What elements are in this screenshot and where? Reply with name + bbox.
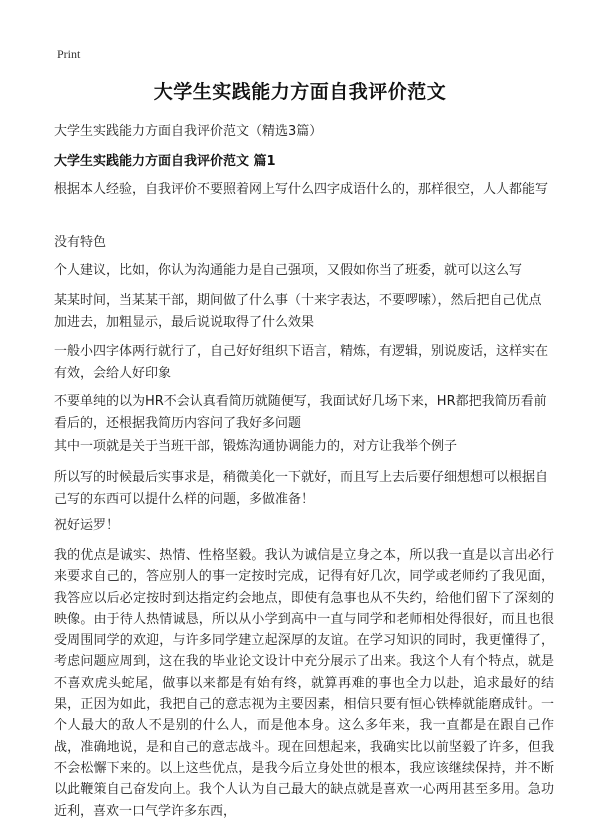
paragraph-6: 不要单纯的以为HR不会认真看简历就随便写，我面试好几场下来，HR都把我简历看前看后的，还根据我简历内容问了我好多问题 [54,394,547,431]
paragraph-3: 个人建议，比如，你认为沟通能力是自己强项，又假如你当了班委，就可以这么写 [54,263,523,278]
paragraph-8: 所以写的时候最后实事求是，稍微美化一下就好，而且写上去后要仔细想想可以根据自己写的东西可以提什么样的问题，多做准备！ [54,470,549,507]
paragraph-5: 一般小四字体两行就行了，自己好好组织下语言，精炼，有逻辑，别说废话，这样实在有效，会给人好印象 [54,344,549,381]
paragraph-7: 其中一项就是关于当班干部，锻炼沟通协调能力的，对方让我举个例子 [54,439,458,454]
paragraph-1: 根据本人经验，自我评价不要照着网上写什么四字成语什么的，那样很空，人人都能写 [54,182,549,197]
paragraph-9: 祝好运罗！ [54,518,120,533]
paragraph-4: 某某时间，当某某干部，期间做了什么事（十来字表达，不要啰嗦），然后把自己优点加进去，加粗显示，最后说说取得了什么效果 [54,293,542,330]
print-link[interactable]: Print [57,47,81,61]
section-heading: 大学生实践能力方面自我评价范文 篇1 [54,154,276,169]
document-title: 大学生实践能力方面自我评价范文 [153,81,447,103]
document-subtitle: 大学生实践能力方面自我评价范文（精选3篇） [54,124,323,139]
paragraph-2: 没有特色 [54,235,107,250]
paragraph-10: 我的优点是诚实、热情、性格坚毅。我认为诚信是立身之本，所以我一直是以言出必行来要求自己的，答应别人的事一定按时完成，记得有好几次，同学或老师约了我见面，我答应以后必定按时到达指定约会地点，即使有急事也从不失约，给他们留下了深刻的映像。由于待人热情诚恳，所以从小学到高中一直与同学和老师相处得很好，而且也很受周围同学的欢迎，与许多同学建立起深厚的友谊。在学习知识的同时，我更懂得了，考虑问题应周到，这在我的毕业论文设计中充分展示了出来。我这个人有个特点，就是不喜欢虎头蛇尾，做事以来都是有始有终，就算再难的事也全力以赴，追求最好的结果，正因为如此，我把自己的意志视为主要因素，相信只要有恒心铁棒就能磨成针。一个人最大的敌人不是别的什么人，而是他本身。这么多年来，我一直都是在跟自己作战，准确地说，是和自己的意志战斗。现在回想起来，我确实比以前坚毅了许多，但我不会松懈下来的。以上这些优点，是我今后立身处世的根本，我应该继续保持，并不断以此鞭策自己奋发向上。我个人认为自己最大的缺点就是喜欢一心两用甚至多用。急功近利，喜欢一口气学许多东西， [54,548,554,819]
